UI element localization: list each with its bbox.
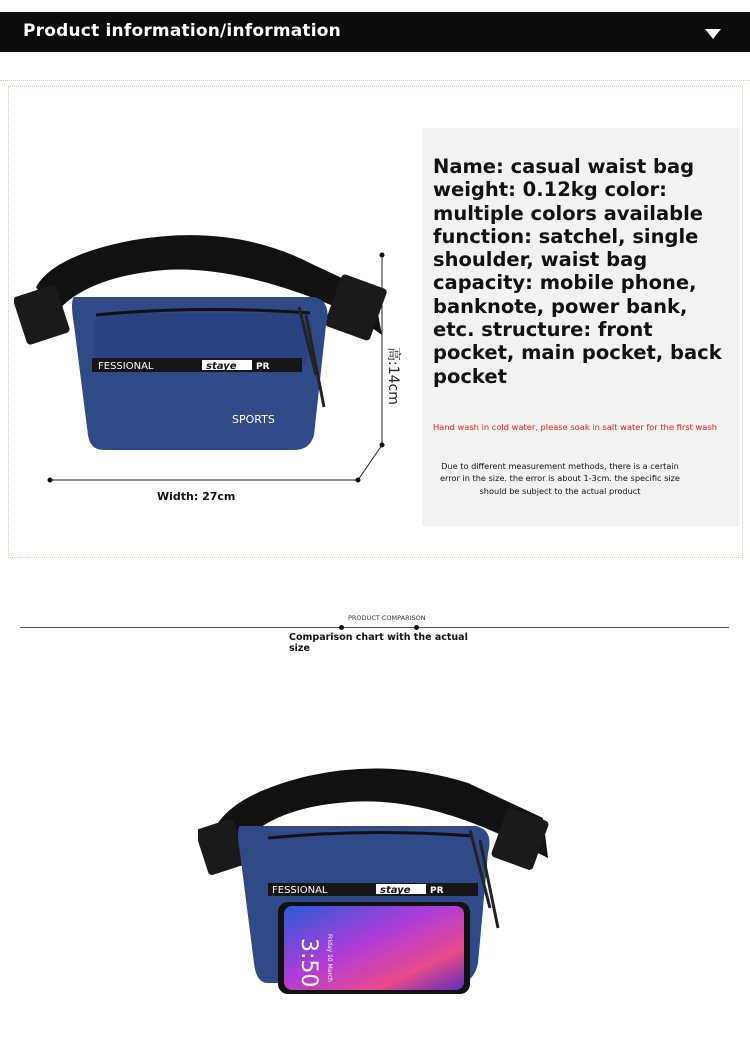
bag-tag-text: staye bbox=[380, 885, 411, 896]
width-label: Width: 27cm bbox=[157, 490, 236, 503]
wash-note: Hand wash in cold water, please soak in salt water for the first wash bbox=[433, 422, 717, 432]
dot bbox=[339, 625, 344, 630]
dot bbox=[414, 625, 419, 630]
dot bbox=[380, 253, 385, 258]
dot bbox=[48, 478, 53, 483]
dimension-lines bbox=[40, 245, 400, 495]
header-title: Product information/information bbox=[23, 21, 341, 41]
phone-date: Friday 10 March bbox=[326, 934, 333, 982]
divider bbox=[0, 80, 750, 81]
chevron-down-icon[interactable] bbox=[705, 29, 721, 39]
bag-sports-text: SPORTS bbox=[232, 413, 275, 426]
bag-tag-suffix: PR bbox=[430, 886, 444, 896]
spec-text: Name: casual waist bag weight: 0.12kg color: multiple colors available function: satchel, single shoulder, waist bag capacity: mobile phone, banknote, power bank, etc. structure: front pocket, main pocket, back pocket bbox=[433, 155, 722, 388]
height-label: 高:14cm bbox=[385, 347, 401, 405]
bag-brand-text: FESSIONAL bbox=[272, 885, 328, 896]
bag-tag-suffix: PR bbox=[256, 362, 270, 372]
measurement-note: Due to different measurement methods, there is a certain error in the size. the error is about 1-3cm. the specific size should be subject to the actual product bbox=[440, 461, 680, 496]
waist-bag-comparison-image bbox=[198, 758, 553, 1003]
comparison-divider bbox=[20, 627, 729, 628]
connector-line bbox=[358, 445, 382, 480]
phone-time: 3:50 bbox=[296, 938, 321, 988]
comparison-small-label: PRODUCT COMPARISON bbox=[348, 614, 426, 622]
comparison-title: Comparison chart with the actual size bbox=[289, 632, 468, 654]
bag-brand-text: FESSIONAL bbox=[98, 361, 154, 372]
dot bbox=[356, 478, 361, 483]
bag-tag-text: staye bbox=[206, 361, 237, 372]
